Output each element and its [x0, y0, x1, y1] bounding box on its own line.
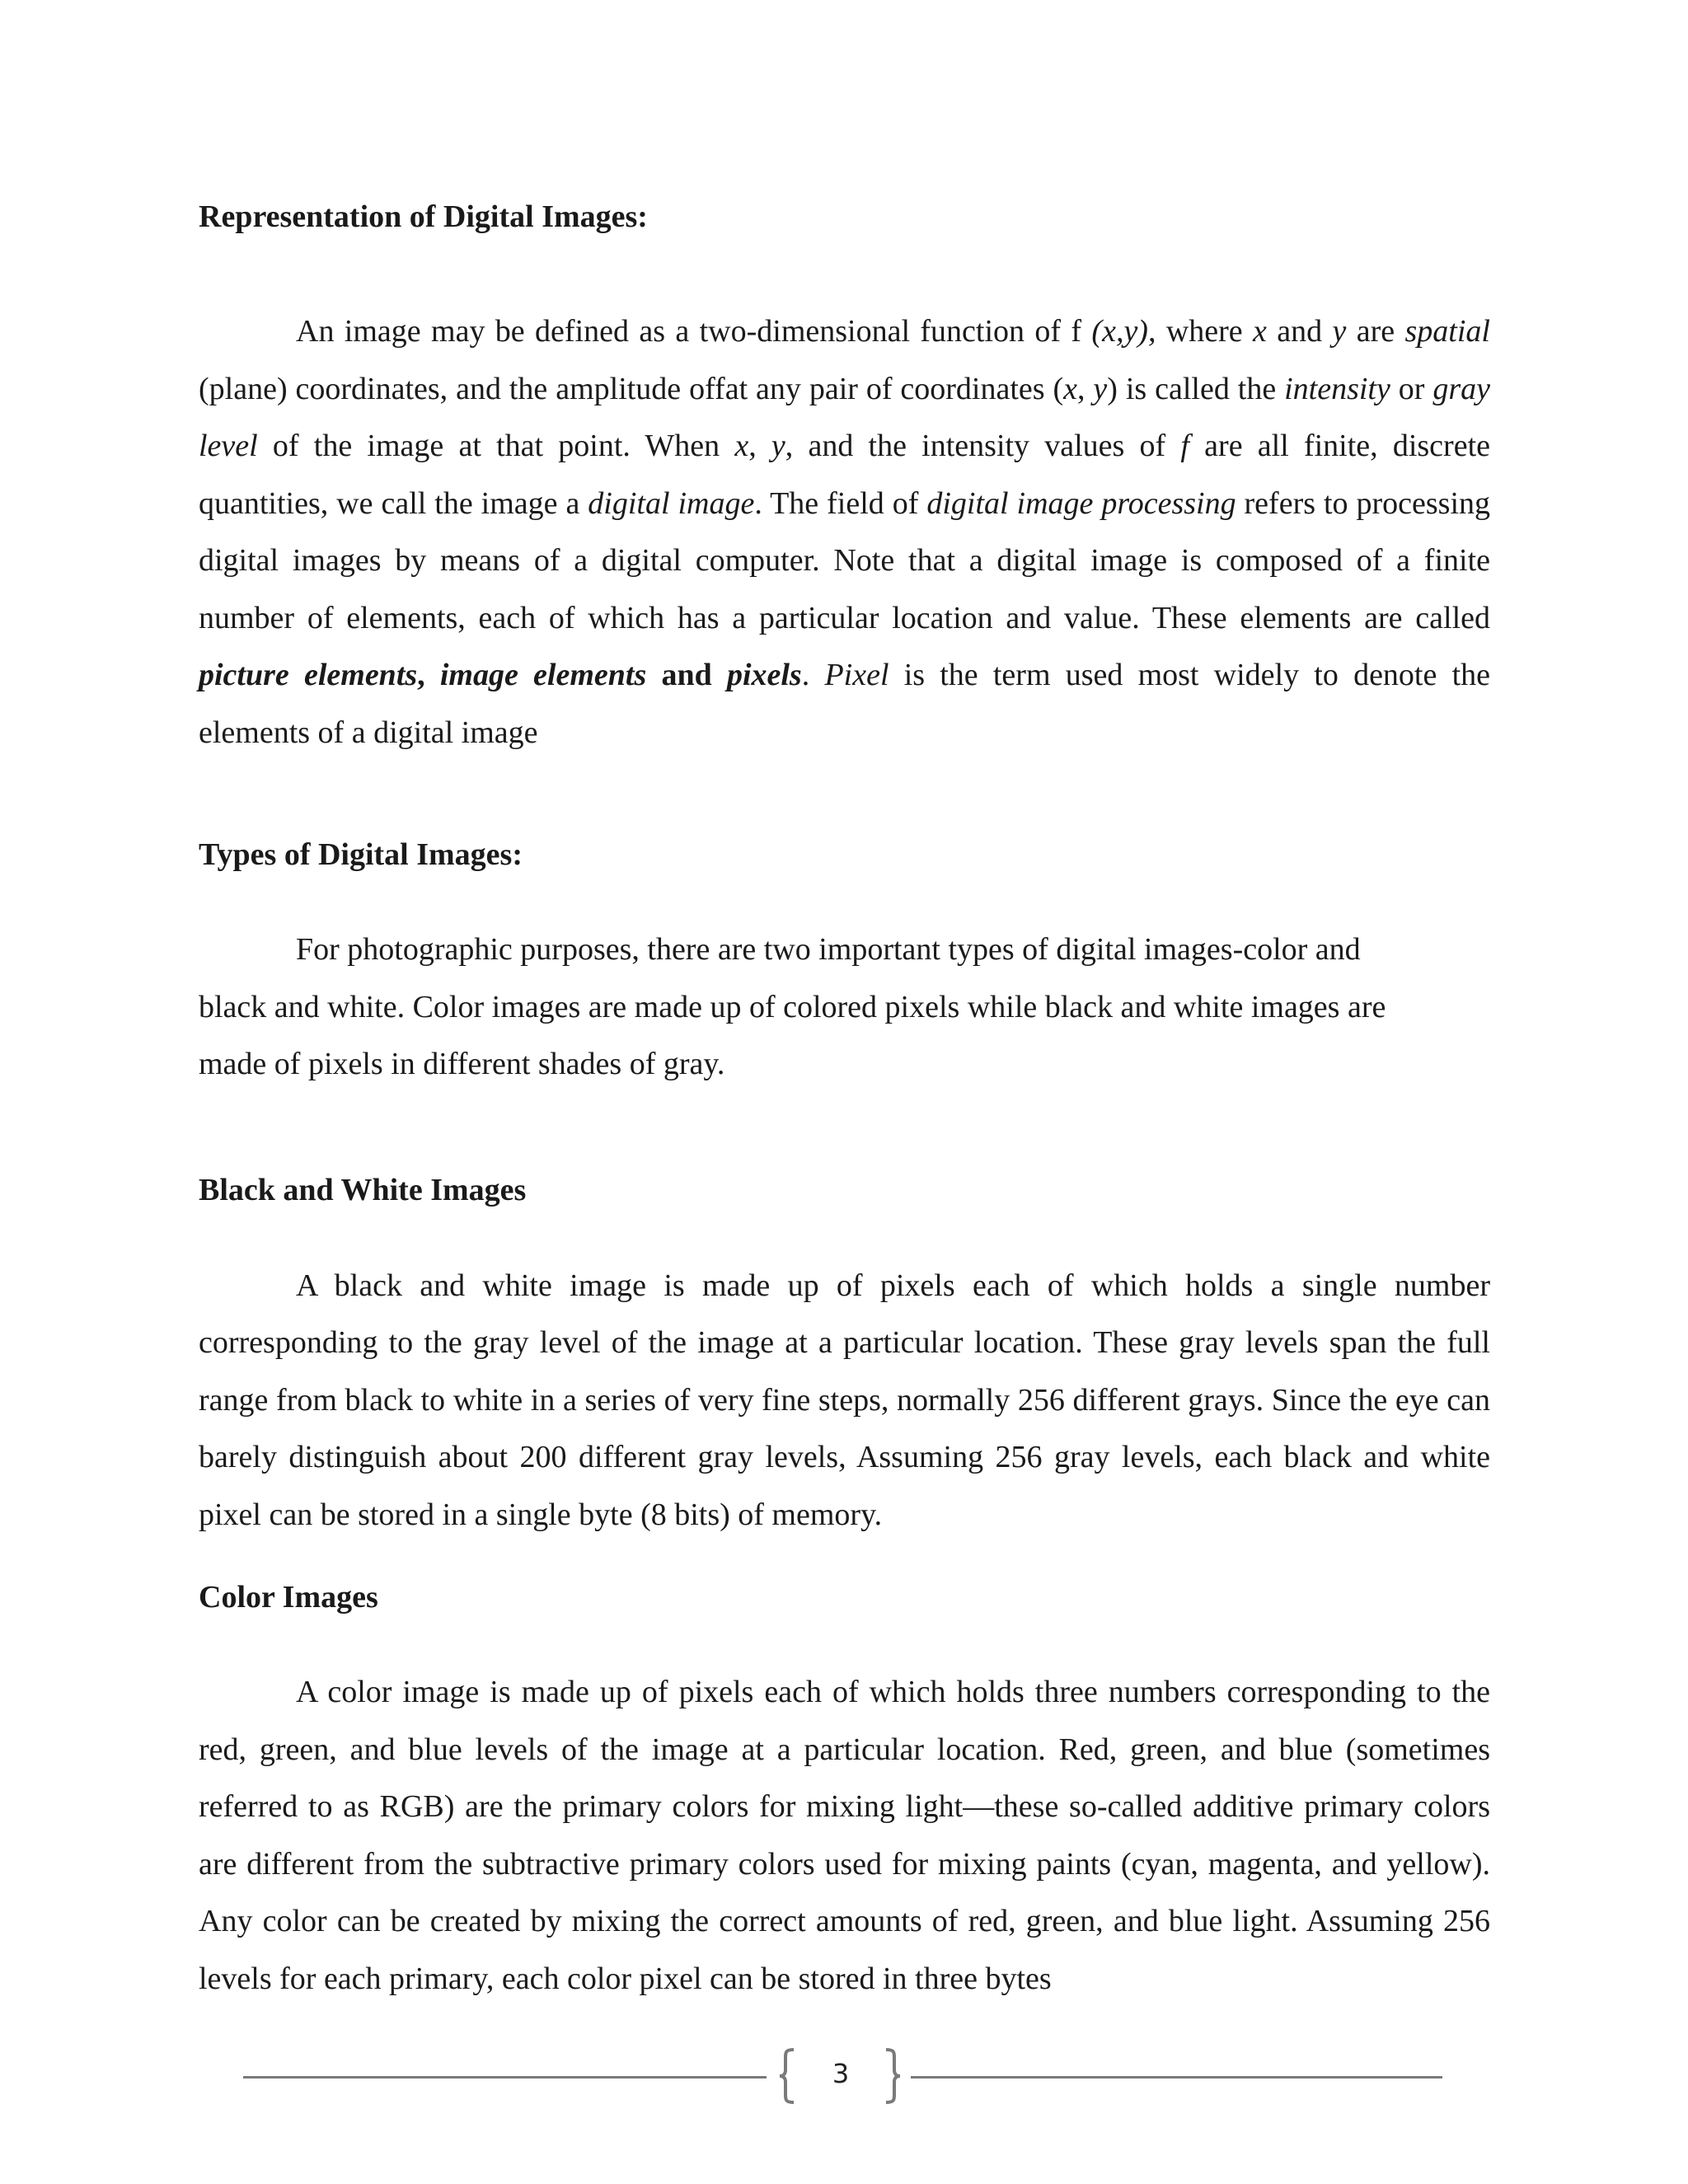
text-run: ) is called the [1107, 371, 1285, 406]
text-run: An image may be defined as a two-dimensional function of f [296, 314, 1092, 349]
text-run: . The field of [754, 485, 927, 521]
right-brace-icon [884, 2047, 903, 2105]
text-run: where [1156, 314, 1254, 349]
text-line: For photographic purposes, there are two important types of digital images-color and [296, 932, 1361, 967]
paragraph-black-white: A black and white image is made up of pixels each of which holds a single number corresponding to the gray level of the image at a particular location. These gray levels span the full range from black to white in a series of very fine steps, normally 256 different grays. Since the eye can barely distinguish about 200 different gray levels, Assuming 256 gray levels, each black and white pixel can be stored in a single byte (8 bits) of memory. [199, 1268, 1490, 1532]
text-run: and [1266, 314, 1333, 349]
paragraph-types [199, 921, 1490, 1094]
text-run: x [734, 429, 749, 463]
text-run: y [1332, 314, 1347, 349]
page-footer [243, 2047, 1442, 2105]
section-heading-representation: Representation of Digital Images: [199, 199, 648, 234]
text-run: or [1390, 371, 1433, 406]
text-run: and [646, 658, 727, 692]
text-run: image elements [439, 658, 647, 692]
page-content [199, 196, 1490, 2008]
section-heading-black-white: Black and White Images [199, 1172, 527, 1207]
page-number: 3 [832, 2058, 850, 2089]
paragraph-color: A color image is made up of pixels each of which holds three numbers corresponding to the red, green, and blue levels of the image at a particular location. Red, green, and blue (sometimes referred to as RGB) are the primary colors for mixing light—these so-called additive primary colors are different from the subtractive primary colors used for mixing paints (cyan, magenta, and yellow). Any color can be created by mixing the correct amounts of red, green, and blue light. Assuming 256 levels for each primary, each color pixel can be stored in three bytes [199, 1675, 1490, 1996]
text-run: pixels [726, 658, 802, 692]
text-run: (x,y), [1091, 314, 1156, 349]
text-run: spatial [1404, 314, 1490, 349]
text-run: , [417, 658, 440, 692]
text-run: gray level [199, 371, 1491, 463]
text-run: x [1253, 314, 1267, 349]
footer-rule-right [911, 2076, 1442, 2079]
text-run: y [1093, 371, 1108, 406]
text-run: , [1077, 371, 1094, 406]
text-run: , [748, 429, 771, 463]
text-run: f [1180, 429, 1189, 463]
text-run: are [1346, 314, 1405, 349]
section-heading-types: Types of Digital Images: [199, 837, 523, 872]
text-line: made of pixels in different shades of gray. [199, 1047, 725, 1081]
text-run: digital image processing [926, 485, 1236, 521]
text-run: x [1063, 371, 1077, 406]
left-brace-icon [777, 2047, 795, 2105]
text-run: (plane) coordinates, and the amplitude offat any pair of coordinates ( [199, 371, 1064, 406]
text-run: picture elements [199, 658, 418, 692]
text-run: intensity [1284, 371, 1390, 406]
section-heading-color: Color Images [199, 1580, 378, 1615]
text-run: Pixel [824, 658, 889, 692]
text-run: refers to processing digital images by means of a digital computer. Note that a digital image is composed of a finite number of elements, each of which has a particular location and value. These elements are called [199, 485, 1490, 635]
text-run: y [771, 429, 785, 463]
text-run: , and the intensity values of [785, 429, 1181, 463]
text-run: digital image [588, 485, 755, 521]
text-run: are all finite, discrete quantities, we call the image a [199, 429, 1490, 521]
footer-rule-left [243, 2076, 767, 2079]
paragraph-representation [199, 303, 1490, 762]
text-line: black and white. Color images are made up of colored pixels while black and white images are [199, 989, 1386, 1024]
text-run: of the image at that point. When [257, 429, 735, 463]
text-run: . [801, 658, 825, 692]
text-run: is the term used most widely to denote the elements of a digital image [199, 658, 1490, 750]
